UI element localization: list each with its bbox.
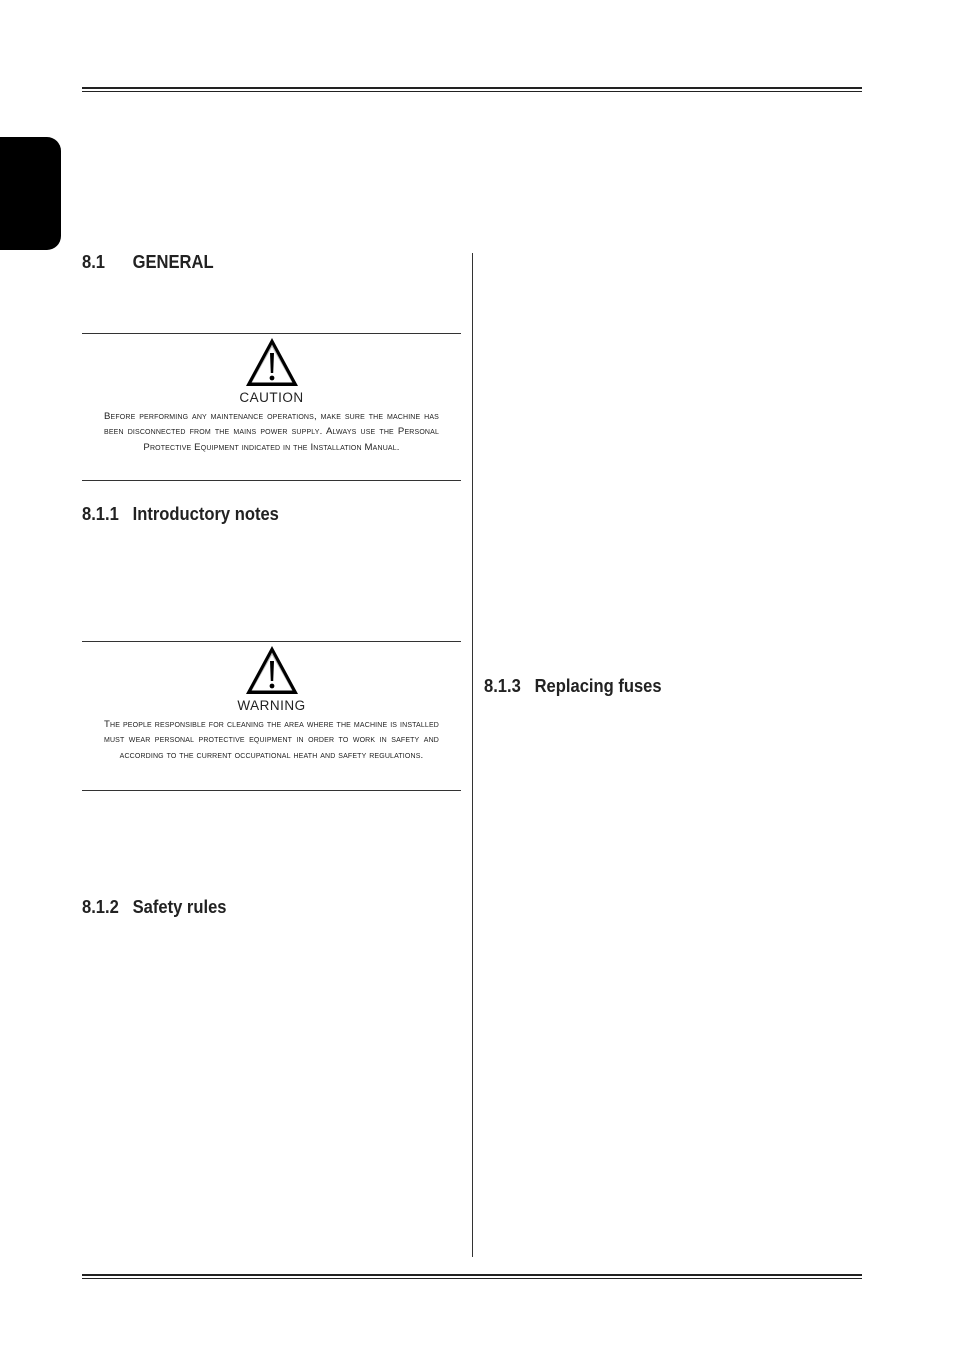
heading-title: Replacing fuses	[534, 676, 662, 696]
heading-safety-rules	[82, 897, 226, 918]
footer-rule	[82, 1274, 862, 1276]
warning-text: The people responsible for cleaning the area where the machine is installed must wear personal protective equipment in order to work in safety and according to the current occupational heath and safety regulations.	[104, 719, 439, 761]
caution-box-top-rule	[82, 333, 461, 334]
warning-notice	[82, 644, 461, 763]
caution-text: Before performing any maintenance operations, make sure the machine has been disconnected from the mains power supply. Always use the Personal Protective Equipment indicated in the Installation Manual.	[104, 411, 439, 453]
section-side-tab	[0, 137, 61, 250]
warning-title: WARNING	[237, 698, 306, 713]
caution-box-bottom-rule	[82, 480, 461, 481]
warning-box-top-rule	[82, 641, 461, 642]
warning-box-bottom-rule	[82, 790, 461, 791]
heading-number: 8.1.2	[82, 897, 119, 917]
warning-triangle-icon	[244, 336, 300, 388]
footer-rule-thin	[82, 1278, 862, 1279]
heading-introductory-notes	[82, 504, 279, 525]
heading-number: 8.1	[82, 252, 106, 272]
caution-notice	[82, 336, 461, 455]
heading-title: GENERAL	[132, 252, 214, 272]
header-rule-thin	[82, 91, 862, 92]
header-rule	[82, 87, 862, 89]
warning-triangle-icon	[244, 644, 300, 696]
column-divider	[472, 253, 473, 1257]
heading-replacing-fuses	[484, 676, 662, 697]
heading-title: Safety rules	[132, 897, 227, 917]
heading-general	[82, 252, 214, 273]
heading-number: 8.1.1	[82, 504, 119, 524]
caution-title: CAUTION	[239, 390, 304, 405]
heading-title: Introductory notes	[132, 504, 279, 524]
heading-number: 8.1.3	[484, 676, 521, 696]
